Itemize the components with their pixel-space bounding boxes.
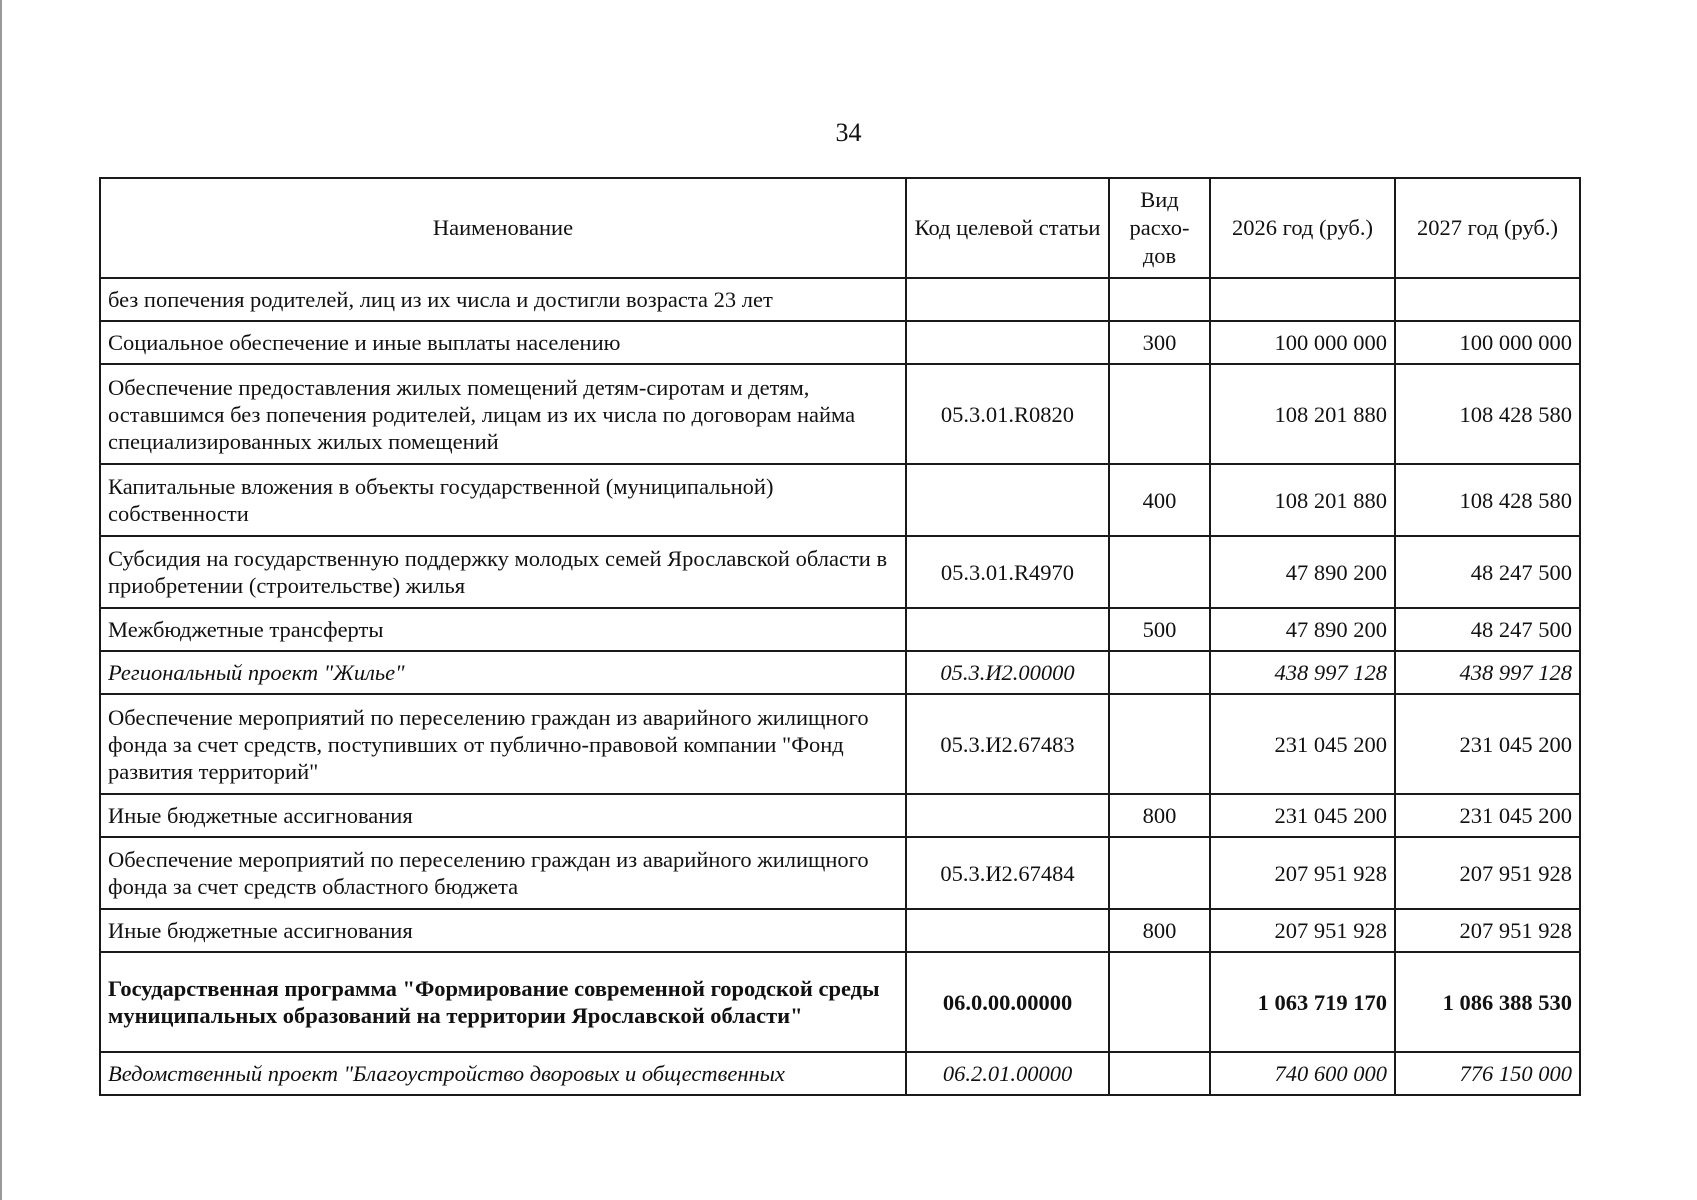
table-row	[100, 364, 1580, 464]
header-year-2027: 2027 год (руб.)	[1395, 178, 1580, 278]
row-year-2026: 207 951 928	[1210, 909, 1395, 952]
row-name: Иные бюджетные ассигнования	[100, 909, 906, 952]
row-code: 05.3.01.R4970	[906, 536, 1109, 608]
row-kind: 500	[1109, 608, 1210, 651]
row-name: Обеспечение мероприятий по переселению граждан из аварийного жилищного фонда за счет средств, поступивших от публично-правовой компании "Фонд развития территорий"	[100, 694, 906, 794]
row-name: Капитальные вложения в объекты государственной (муниципальной) собственности	[100, 464, 906, 536]
row-year-2026: 108 201 880	[1210, 464, 1395, 536]
row-kind	[1109, 651, 1210, 694]
table-row	[100, 651, 1580, 694]
table-row	[100, 952, 1580, 1052]
row-kind	[1109, 694, 1210, 794]
row-year-2026: 100 000 000	[1210, 321, 1395, 364]
row-year-2027: 108 428 580	[1395, 364, 1580, 464]
row-year-2027: 438 997 128	[1395, 651, 1580, 694]
table-row	[100, 464, 1580, 536]
table-row	[100, 321, 1580, 364]
header-name: Наименование	[100, 178, 906, 278]
row-code	[906, 321, 1109, 364]
row-year-2026: 231 045 200	[1210, 794, 1395, 837]
row-year-2027: 108 428 580	[1395, 464, 1580, 536]
row-code	[906, 608, 1109, 651]
table-row	[100, 794, 1580, 837]
row-name: Межбюджетные трансферты	[100, 608, 906, 651]
row-code: 06.2.01.00000	[906, 1052, 1109, 1095]
row-name: Обеспечение мероприятий по переселению граждан из аварийного жилищного фонда за счет средств областного бюджета	[100, 837, 906, 909]
row-name: Иные бюджетные ассигнования	[100, 794, 906, 837]
budget-table	[99, 177, 1581, 1096]
table-row	[100, 278, 1580, 321]
row-year-2027: 48 247 500	[1395, 608, 1580, 651]
row-kind: 800	[1109, 909, 1210, 952]
row-year-2026: 231 045 200	[1210, 694, 1395, 794]
row-name: без попечения родителей, лиц из их числа и достигли возраста 23 лет	[100, 278, 906, 321]
row-code	[906, 278, 1109, 321]
row-year-2027: 231 045 200	[1395, 794, 1580, 837]
row-year-2026: 47 890 200	[1210, 536, 1395, 608]
row-name: Обеспечение предоставления жилых помещений детям-сиротам и детям, оставшимся без попечения родителей, лицам из их числа по договорам найма специализированных жилых помещений	[100, 364, 906, 464]
row-year-2027	[1395, 278, 1580, 321]
row-code: 05.3.И2.67484	[906, 837, 1109, 909]
row-year-2027: 1 086 388 530	[1395, 952, 1580, 1052]
row-kind	[1109, 837, 1210, 909]
row-year-2026: 1 063 719 170	[1210, 952, 1395, 1052]
row-year-2026: 108 201 880	[1210, 364, 1395, 464]
page-number: 34	[835, 118, 862, 147]
row-kind	[1109, 278, 1210, 321]
row-name: Субсидия на государственную поддержку молодых семей Ярославской области в приобретении (строительстве) жилья	[100, 536, 906, 608]
row-code: 05.3.01.R0820	[906, 364, 1109, 464]
row-code: 05.3.И2.67483	[906, 694, 1109, 794]
row-kind	[1109, 1052, 1210, 1095]
table-row	[100, 909, 1580, 952]
row-name: Ведомственный проект "Благоустройство дворовых и общественных	[100, 1052, 906, 1095]
row-kind: 800	[1109, 794, 1210, 837]
row-year-2027: 100 000 000	[1395, 321, 1580, 364]
row-code: 05.3.И2.00000	[906, 651, 1109, 694]
row-name: Социальное обеспечение и иные выплаты населению	[100, 321, 906, 364]
row-kind	[1109, 952, 1210, 1052]
table-row	[100, 1052, 1580, 1095]
row-kind: 400	[1109, 464, 1210, 536]
row-name: Региональный проект "Жилье"	[100, 651, 906, 694]
row-year-2026	[1210, 278, 1395, 321]
row-year-2026: 438 997 128	[1210, 651, 1395, 694]
page-edge-shadow	[0, 0, 2, 1200]
row-year-2027: 207 951 928	[1395, 837, 1580, 909]
row-year-2026: 47 890 200	[1210, 608, 1395, 651]
row-code	[906, 464, 1109, 536]
row-year-2027: 48 247 500	[1395, 536, 1580, 608]
row-kind	[1109, 364, 1210, 464]
row-code: 06.0.00.00000	[906, 952, 1109, 1052]
table-header-row	[100, 178, 1580, 278]
row-kind	[1109, 536, 1210, 608]
table-row	[100, 694, 1580, 794]
row-year-2027: 231 045 200	[1395, 694, 1580, 794]
header-kind: Вид расхо-дов	[1109, 178, 1210, 278]
row-kind: 300	[1109, 321, 1210, 364]
table-row	[100, 536, 1580, 608]
table-row	[100, 608, 1580, 651]
row-year-2026: 740 600 000	[1210, 1052, 1395, 1095]
header-year-2026: 2026 год (руб.)	[1210, 178, 1395, 278]
row-year-2027: 207 951 928	[1395, 909, 1580, 952]
row-code	[906, 909, 1109, 952]
header-code: Код целевой статьи	[906, 178, 1109, 278]
row-name: Государственная программа "Формирование современной городской среды муниципальных образований на территории Ярославской области"	[100, 952, 906, 1052]
row-code	[906, 794, 1109, 837]
table-row	[100, 837, 1580, 909]
row-year-2027: 776 150 000	[1395, 1052, 1580, 1095]
row-year-2026: 207 951 928	[1210, 837, 1395, 909]
